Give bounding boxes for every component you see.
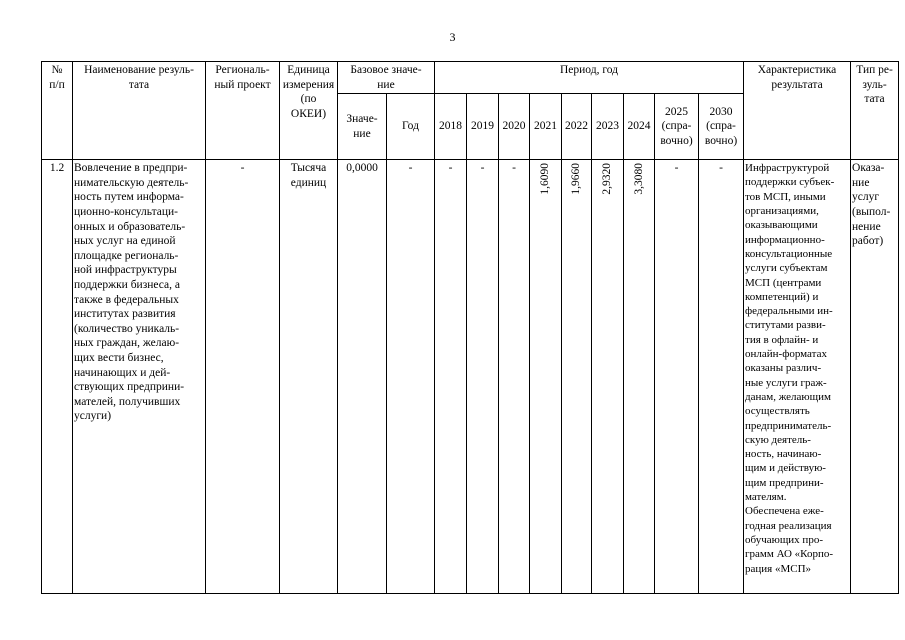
row-value-2022 xyxy=(562,160,592,594)
row-value-2023-text: 2,9320 xyxy=(601,163,614,195)
header-year: 2023 xyxy=(592,94,624,160)
header-base: Базовое значе- ние xyxy=(338,62,435,94)
header-year: 2021 xyxy=(530,94,562,160)
row-type: Оказа- ние услуг (выпол- нение работ) xyxy=(851,160,899,594)
header-base-value: Значе- ние xyxy=(338,94,387,160)
row-value-2022-text: 1,9660 xyxy=(570,163,583,195)
header-regional-project: Региональ- ный проект xyxy=(206,62,280,160)
row-base-value: 0,0000 xyxy=(338,160,387,594)
row-value-2024-text: 3,3080 xyxy=(632,163,645,195)
row-value-2024 xyxy=(624,160,655,594)
header-year: 2018 xyxy=(435,94,467,160)
row-value-2021 xyxy=(530,160,562,594)
row-value-2018: - xyxy=(435,160,467,594)
results-table xyxy=(41,61,899,594)
header-name: Наименование резуль- тата xyxy=(73,62,206,160)
header-year: 2030 (спра- вочно) xyxy=(699,94,744,160)
row-value-2025: - xyxy=(655,160,699,594)
header-characteristic: Характеристика результата xyxy=(744,62,851,160)
page-number: 3 xyxy=(449,30,456,44)
row-characteristic: Инфраструктурой поддержки субъек- тов МСП, иными организациями, оказывающими информационно- консультационные услуги субъектам МСП (центрами компетенций) и федеральными ин- ститутами разви- тия в офлайн- и онлайн-форматах оказаны различ- ные услуги граж- данам, желающим осуществлять предприниматель- скую деятель- ность, начинаю- щим и действую- щим предприни- мателям. Обеспечена еже- годная реализация обучающих про- грамм АО «Корпо- рация «МСП» xyxy=(744,160,851,594)
header-row xyxy=(42,62,899,94)
header-year: 2024 xyxy=(624,94,655,160)
header-year: 2025 (спра- вочно) xyxy=(655,94,699,160)
row-value-2030: - xyxy=(699,160,744,594)
row-value-2020: - xyxy=(499,160,530,594)
header-year: 2019 xyxy=(467,94,499,160)
header-year: 2022 xyxy=(562,94,592,160)
row-value-2021-text: 1,6090 xyxy=(539,163,552,195)
header-unit: Единица измерения (по ОКЕИ) xyxy=(280,62,338,160)
header-year: 2020 xyxy=(499,94,530,160)
header-no: № п/п xyxy=(42,62,73,160)
row-base-year: - xyxy=(387,160,435,594)
row-unit: Тысяча единиц xyxy=(280,160,338,594)
row-value-2019: - xyxy=(467,160,499,594)
table-row xyxy=(42,160,899,594)
row-no: 1.2 xyxy=(42,160,73,594)
header-period: Период, год xyxy=(435,62,744,94)
row-name: Вовлечение в предпри- нимательскую деятель- ность путем информа- ционно-консультаци- онных и образователь- ных услуг на единой площадке региональ- ной инфраструктуры поддержки бизнеса, а также в федеральных институтах развития (количество уникаль- ных граждан, желаю- щих вести бизнес, начинающих и дей- ствующих предприни- мателей, получивших услуги) xyxy=(73,160,206,594)
header-base-year: Год xyxy=(387,94,435,160)
row-regional-project: - xyxy=(206,160,280,594)
header-type: Тип ре- зуль- тата xyxy=(851,62,899,160)
row-value-2023 xyxy=(592,160,624,594)
